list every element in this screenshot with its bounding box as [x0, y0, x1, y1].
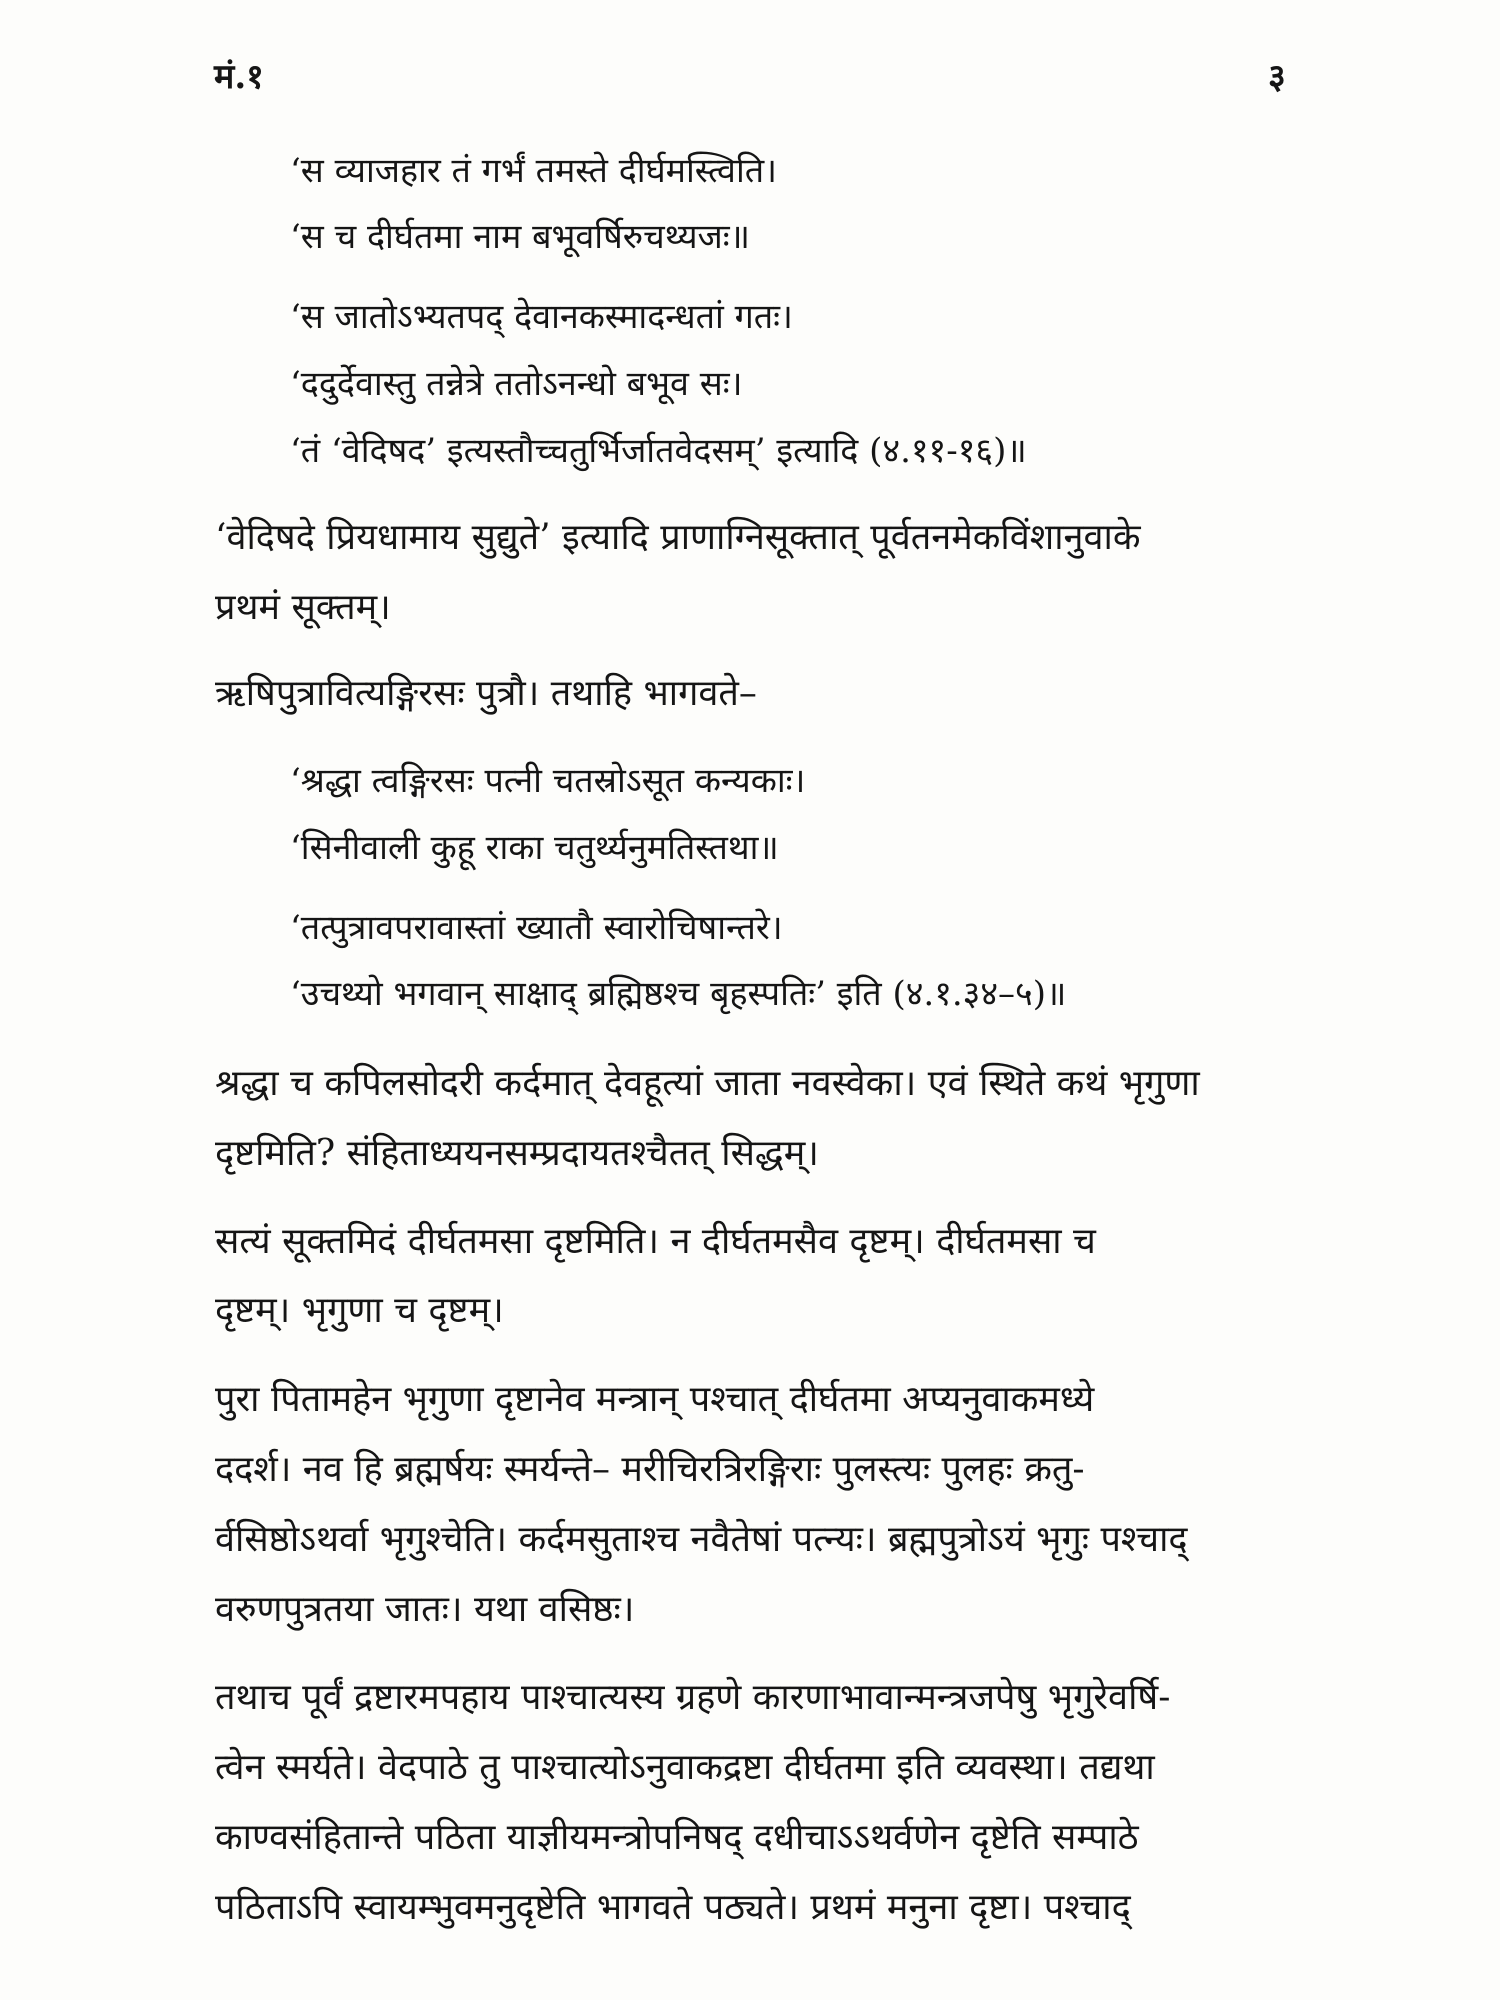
prose-line: श्रद्धा च कपिलसोदरी कर्दमात् देवहूत्यां जाता नवस्वेका। एवं स्थिते कथं भृगुणा — [215, 1063, 1200, 1104]
prose-line: काण्वसंहितान्ते पठिता याज्ञीयमन्त्रोपनिषद् दधीचाऽऽथर्वणेन दृष्टेति सम्पाठे — [215, 1817, 1139, 1858]
verse-line: ‘उचथ्यो भगवान् साक्षाद् ब्रह्मिष्ठश्च बृहस्पतिः’ इति (४.१.३४–५)॥ — [290, 974, 1067, 1014]
prose-line: प्रथमं सूक्तम्। — [215, 587, 391, 628]
prose-line: पुरा पितामहेन भृगुणा दृष्टानेव मन्त्रान् पश्चात् दीर्घतमा अप्यनुवाकमध्ये — [215, 1379, 1095, 1420]
verse-line: ‘ददुर्देवास्तु तन्नेत्रे ततोऽनन्धो बभूव सः। — [290, 364, 743, 404]
prose-line: तथाच पूर्वं द्रष्टारमपहाय पाश्चात्यस्य ग्रहणे कारणाभावान्मन्त्रजपेषु भृगुरेवर्षि- — [215, 1677, 1171, 1718]
prose-line: त्वेन स्मर्यते। वेदपाठे तु पाश्चात्योऽनुवाकद्रष्टा दीर्घतमा इति व्यवस्था। तद्यथा — [215, 1747, 1155, 1788]
verse-line: ‘तत्पुत्रावपरावास्तां ख्यातौ स्वारोचिषान्तरे। — [290, 908, 783, 948]
prose-line: दृष्टमिति? संहिताध्ययनसम्प्रदायतश्चैतत् सिद्धम्। — [215, 1133, 819, 1174]
prose-line: पठिताऽपि स्वायम्भुवमनुदृष्टेति भागवते पठ्यते। प्रथमं मनुना दृष्टा। पश्चाद् — [215, 1887, 1131, 1928]
verse-line: ‘सिनीवाली कुहू राका चतुर्थ्यनुमतिस्तथा॥ — [290, 828, 779, 868]
prose-line: ‘वेदिषदे प्रियधामाय सुद्युते’ इत्यादि प्राणाग्निसूक्तात् पूर्वतनमेकविंशानुवाके — [215, 517, 1141, 558]
page-number: ३ — [1268, 57, 1286, 97]
prose-line: ऋषिपुत्रावित्यङ्गिरसः पुत्रौ। तथाहि भागवते– — [215, 673, 757, 714]
verse-line: ‘स च दीर्घतमा नाम बभूवर्षिरुचथ्यजः॥ — [290, 217, 750, 257]
prose-line: ददर्श। नव हि ब्रह्मर्षयः स्मर्यन्ते– मरीचिरत्रिरङ्गिराः पुलस्त्यः पुलहः क्रतु- — [215, 1449, 1085, 1490]
page-header-left: मं.१ — [214, 57, 264, 97]
prose-line: दृष्टम्। भृगुणा च दृष्टम्। — [215, 1290, 504, 1331]
prose-line: वरुणपुत्रतया जातः। यथा वसिष्ठः। — [215, 1589, 635, 1630]
prose-line: सत्यं सूक्तमिदं दीर्घतमसा दृष्टमिति। न दीर्घतमसैव दृष्टम्। दीर्घतमसा च — [215, 1221, 1096, 1262]
verse-line: ‘स जातोऽभ्यतपद् देवानकस्मादन्धतां गतः। — [290, 297, 793, 337]
verse-line: ‘तं ‘वेदिषद’ इत्यस्तौच्चतुर्भिर्जातवेदसम्’ इत्यादि (४.११-१६)॥ — [290, 431, 1027, 471]
verse-line: ‘स व्याजहार तं गर्भं तमस्ते दीर्घमस्त्विति। — [290, 151, 778, 191]
verse-line: ‘श्रद्धा त्वङ्गिरसः पत्नी चतस्रोऽसूत कन्यकाः। — [290, 761, 806, 801]
prose-line: र्वसिष्ठोऽथर्वा भृगुश्चेति। कर्दमसुताश्च नवैतेषां पत्न्यः। ब्रह्मपुत्रोऽयं भृगुः पश्चाद् — [215, 1519, 1188, 1560]
